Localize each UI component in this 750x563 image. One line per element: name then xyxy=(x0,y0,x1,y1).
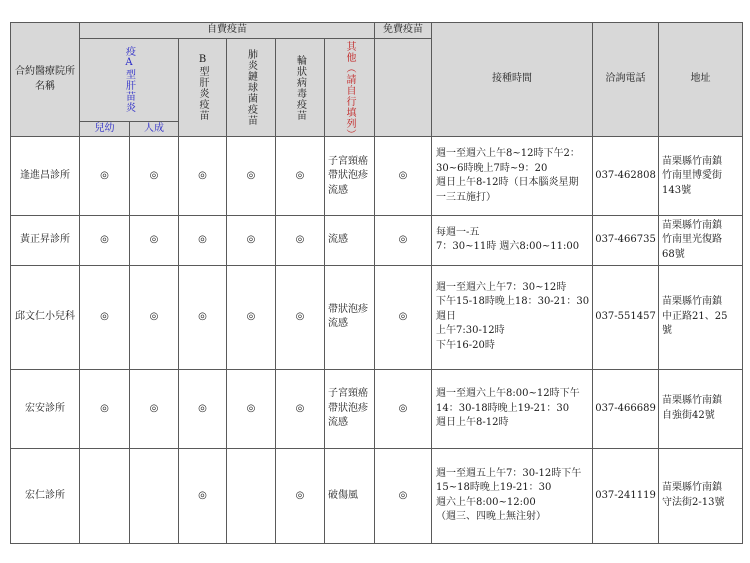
free-vaccine-mark: ◎ xyxy=(375,216,432,265)
header-child-label: 兒幼 xyxy=(94,122,115,134)
address-line: 68號 xyxy=(662,248,685,260)
vaccine-mark-pneumo: ◎ xyxy=(227,265,276,369)
header-free-blank xyxy=(375,38,432,137)
phone-cell: 037-462808 xyxy=(593,137,659,216)
clinic-name-cell: 逢進昌診所 xyxy=(11,137,80,216)
vaccine-mark-hepa-child: ◎ xyxy=(80,369,130,448)
address-cell xyxy=(659,265,743,369)
schedule-cell xyxy=(432,448,593,543)
address-line: 號 xyxy=(662,325,673,337)
phone-cell: 037-466689 xyxy=(593,369,659,448)
address-line: 竹南里博愛街 xyxy=(662,170,723,182)
table-row xyxy=(11,137,743,216)
schedule-line: 週日上午8-12時 xyxy=(436,417,509,429)
schedule-line: 上午7:30-12時 xyxy=(436,325,505,337)
schedule-line: 7：30~11時 週六8:00~11:00 xyxy=(436,241,580,253)
vaccine-mark-hepb: ◎ xyxy=(179,369,227,448)
schedule-cell xyxy=(432,216,593,265)
vaccine-mark-hepa-adult: ◎ xyxy=(130,265,179,369)
vaccine-mark-hepa-child xyxy=(80,448,130,543)
vaccine-mark-hepa-adult: ◎ xyxy=(130,216,179,265)
address-line: 自強街42號 xyxy=(662,409,715,421)
other-vaccine-line: 帶狀泡疹 xyxy=(328,402,368,414)
header-rota-label: 輪狀病毒疫苗 xyxy=(294,54,306,121)
other-vaccine-line: 帶狀泡疹 xyxy=(328,303,368,315)
clinic-name-cell: 宏安診所 xyxy=(11,369,80,448)
other-vaccines-cell xyxy=(325,137,375,216)
vaccine-mark-pneumo: ◎ xyxy=(227,369,276,448)
schedule-cell xyxy=(432,265,593,369)
address-line: 苗栗縣竹南鎮 xyxy=(662,296,723,308)
vaccine-mark-hepa-adult: ◎ xyxy=(130,369,179,448)
other-vaccine-line: 子宮頸癌 xyxy=(328,155,368,167)
schedule-line: 週一至週六上午7：30~12時 xyxy=(436,281,567,293)
header-clinic-name xyxy=(11,23,80,137)
header-hep-b xyxy=(179,38,227,137)
table-row xyxy=(11,265,743,369)
other-vaccine-line: 流感 xyxy=(328,318,348,330)
free-vaccine-mark: ◎ xyxy=(375,265,432,369)
other-vaccines-cell xyxy=(325,265,375,369)
header-free xyxy=(375,23,432,39)
schedule-line: 週一至週六上午8~12時下午2： xyxy=(436,148,580,160)
vaccine-mark-hepb: ◎ xyxy=(179,137,227,216)
address-cell xyxy=(659,137,743,216)
header-time xyxy=(432,23,593,137)
schedule-line: 14：30-18時晚上19-21：30 xyxy=(436,402,570,414)
vaccine-mark-rota: ◎ xyxy=(276,216,325,265)
header-other-label: 其他（請自行填列） xyxy=(344,40,356,140)
address-line: 苗栗縣竹南鎮 xyxy=(662,155,723,167)
clinic-name-cell: 黃正昇診所 xyxy=(11,216,80,265)
phone-cell: 037-241119 xyxy=(593,448,659,543)
header-phone-label: 洽詢電話 xyxy=(605,73,646,85)
header-child xyxy=(80,121,130,137)
header-self-paid-label: 自費疫苗 xyxy=(207,24,248,36)
other-vaccines-cell xyxy=(325,216,375,265)
vaccine-mark-rota: ◎ xyxy=(276,448,325,543)
schedule-line: 每週一-五 xyxy=(436,226,480,238)
header-pneumo-label: 肺炎鏈球菌疫苗 xyxy=(245,49,257,127)
address-cell xyxy=(659,448,743,543)
header-adult-label: 人成 xyxy=(144,122,164,134)
address-cell xyxy=(659,216,743,265)
vaccine-mark-hepb: ◎ xyxy=(179,265,227,369)
other-vaccine-line: 破傷風 xyxy=(328,489,358,501)
other-vaccine-line: 流感 xyxy=(328,417,348,429)
table-body xyxy=(11,137,743,544)
header-time-label: 接種時間 xyxy=(492,73,533,85)
other-vaccine-line: 帶狀泡疹 xyxy=(328,170,368,182)
schedule-line: 週日 xyxy=(436,310,457,322)
vaccine-mark-hepa-adult: ◎ xyxy=(130,137,179,216)
free-vaccine-mark: ◎ xyxy=(375,137,432,216)
schedule-line: 週一至週六上午8:00~12時下午 xyxy=(436,388,580,400)
vaccine-mark-hepa-adult xyxy=(130,448,179,543)
table-row xyxy=(11,448,743,543)
header-other xyxy=(325,38,375,140)
vaccine-mark-hepa-child: ◎ xyxy=(80,265,130,369)
other-vaccine-line: 流感 xyxy=(328,184,348,196)
address-line: 苗栗縣竹南鎮 xyxy=(662,482,723,494)
phone-cell: 037-551457 xyxy=(593,265,659,369)
schedule-line: 週日上午8-12時（日本腦炎星期 xyxy=(436,177,579,189)
vaccine-mark-hepa-child: ◎ xyxy=(80,137,130,216)
header-address xyxy=(659,23,743,137)
address-line: 守法街2-13號 xyxy=(662,496,725,508)
vaccine-clinic-table xyxy=(10,22,743,544)
vaccine-mark-hepb: ◎ xyxy=(179,448,227,543)
clinic-name-cell: 邱文仁小兒科 xyxy=(11,265,80,369)
schedule-line: 下午15-18時晚上18：30-21：30 xyxy=(436,296,590,308)
schedule-cell xyxy=(432,369,593,448)
schedule-line: 週一至週五上午7：30-12時下午 xyxy=(436,467,582,479)
address-line: 中正路21、25 xyxy=(662,310,728,322)
schedule-line: 下午16-20時 xyxy=(436,339,495,351)
header-hep-b-label: B型肝炎疫苗 xyxy=(197,54,208,122)
schedule-line: （週三、四晚上無注射） xyxy=(436,511,547,523)
header-clinic-label: 合約醫療院所名稱 xyxy=(15,66,75,92)
vaccine-mark-rota: ◎ xyxy=(276,137,325,216)
address-line: 苗栗縣竹南鎮 xyxy=(662,219,723,231)
free-vaccine-mark: ◎ xyxy=(375,448,432,543)
phone-cell: 037-466735 xyxy=(593,216,659,265)
vaccine-mark-rota: ◎ xyxy=(276,369,325,448)
vaccine-mark-rota: ◎ xyxy=(276,265,325,369)
header-address-label: 地址 xyxy=(690,73,711,85)
other-vaccines-cell xyxy=(325,369,375,448)
schedule-line: 一三五施打） xyxy=(436,191,497,203)
address-cell xyxy=(659,369,743,448)
header-adult xyxy=(130,121,179,137)
address-line: 竹南里光復路 xyxy=(662,234,723,246)
free-vaccine-mark: ◎ xyxy=(375,369,432,448)
header-rota xyxy=(276,38,325,137)
table-row xyxy=(11,216,743,265)
header-pneumo xyxy=(227,38,276,137)
other-vaccine-line: 流感 xyxy=(328,234,348,246)
address-line: 苗栗縣竹南鎮 xyxy=(662,395,723,407)
vaccine-mark-pneumo: ◎ xyxy=(227,216,276,265)
other-vaccines-cell xyxy=(325,448,375,543)
schedule-cell xyxy=(432,137,593,216)
vaccine-mark-pneumo xyxy=(227,448,276,543)
header-self-paid xyxy=(80,23,375,39)
schedule-line: 15~18時晚上19-21：30 xyxy=(436,482,552,494)
schedule-line: 週六上午8:00~12:00 xyxy=(436,496,536,508)
header-hep-a-label: 疫A型肝苗炎 xyxy=(123,46,135,114)
vaccine-mark-hepa-child: ◎ xyxy=(80,216,130,265)
header-phone xyxy=(593,23,659,137)
other-vaccine-line: 子宮頸癌 xyxy=(328,388,368,400)
schedule-line: 30~6時晚上7時~9：20 xyxy=(436,162,548,174)
table-row xyxy=(11,369,743,448)
header-hep-a xyxy=(80,38,179,121)
vaccine-mark-pneumo: ◎ xyxy=(227,137,276,216)
address-line: 143號 xyxy=(662,184,692,196)
clinic-name-cell: 宏仁診所 xyxy=(11,448,80,543)
vaccine-mark-hepb: ◎ xyxy=(179,216,227,265)
header-free-label: 免費疫苗 xyxy=(383,24,424,36)
